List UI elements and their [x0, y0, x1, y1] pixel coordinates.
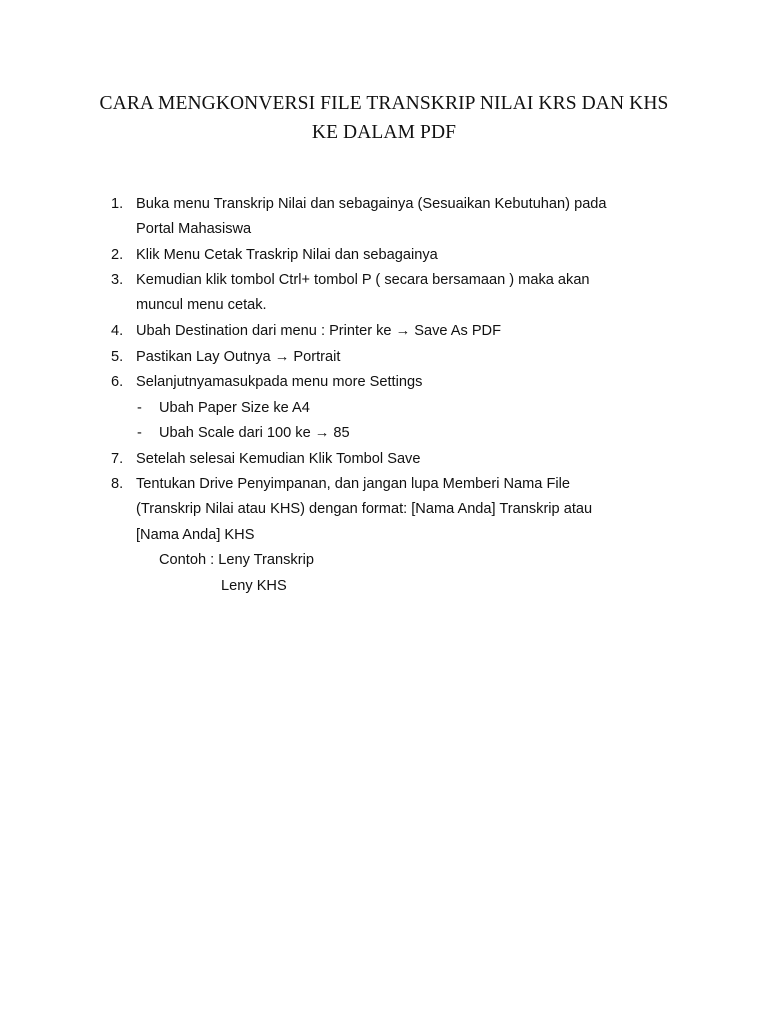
step-number: 7.: [111, 451, 124, 467]
step-text: Buka menu Transkrip Nilai dan sebagainya (Sesuaikan Kebutuhan) pada: [136, 196, 607, 212]
example-line-2: Leny KHS: [221, 578, 287, 594]
step-text: (Transkrip Nilai atau KHS) dengan format: [Nama Anda] Transkrip atau: [136, 501, 593, 517]
step-text: Selanjutnyamasukpada menu more Settings: [136, 374, 423, 390]
step-number: 6.: [111, 374, 124, 390]
step-text: Klik Menu Cetak Traskrip Nilai dan sebagainya: [136, 247, 438, 263]
step-text: Kemudian klik tombol Ctrl+ tombol P ( secara bersamaan ) maka akan: [136, 272, 590, 288]
document-title-line-1: CARA MENGKONVERSI FILE TRANSKRIP NILAI KRS DAN KHS: [99, 93, 669, 114]
step-text: Ubah Destination dari menu : Printer ke → Save As PDF: [136, 323, 502, 339]
step-number: 5.: [111, 349, 124, 365]
step-text: Portal Mahasiswa: [136, 221, 252, 237]
sub-step-bullet: -: [137, 400, 142, 416]
sub-step-text: Ubah Paper Size ke A4: [159, 400, 310, 416]
step-text: [Nama Anda] KHS: [136, 527, 255, 543]
step-text: Pastikan Lay Outnya → Portrait: [136, 349, 341, 365]
step-text: muncul menu cetak.: [136, 297, 267, 313]
step-number: 1.: [111, 196, 124, 212]
step-text: Setelah selesai Kemudian Klik Tombol Save: [136, 451, 421, 467]
step-number: 4.: [111, 323, 124, 339]
sub-step-bullet: -: [137, 425, 142, 441]
step-number: 8.: [111, 476, 124, 492]
document-title-line-2: KE DALAM PDF: [311, 122, 457, 143]
step-number: 2.: [111, 247, 124, 263]
example-line-1: Contoh : Leny Transkrip: [159, 552, 314, 568]
sub-step-text: Ubah Scale dari 100 ke → 85: [159, 425, 350, 441]
step-number: 3.: [111, 272, 124, 288]
step-text: Tentukan Drive Penyimpanan, dan jangan lupa Memberi Nama File: [136, 476, 570, 492]
